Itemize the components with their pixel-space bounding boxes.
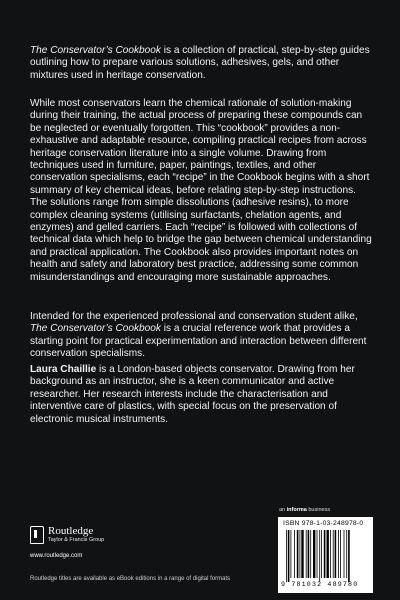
publisher-url: www.routledge.com [30,553,83,559]
routledge-logo-icon [30,526,44,544]
informa-tagline [279,507,330,513]
barcode-bar [300,530,301,578]
author-name: Laura Chaillie [30,364,97,375]
publisher-logo [30,526,120,556]
barcode-icon [284,530,368,582]
barcode-bar [310,530,311,578]
ebook-note: Routledge titles are available as eBook editions in a range of digital formats [30,576,231,582]
author-bio-text: is a London-based objects conservator. Drawing from her background as an instructor, she is a keen communicator and active researcher. Her research interests include the characterisation and interventive care of plastics, with special focus on the preservation of electronic musical instruments. [30,364,355,425]
book-title-inline: The Conservator’s Cookbook [30,323,161,335]
barcode-bar [297,530,299,578]
barcode-bar [308,530,310,578]
paragraph-1-text: is a collection of practical, step-by-step guides outlining how to prepare various solutions, adhesives, gels, and other mixtures used in heritage conservation. [30,45,370,81]
description-paragraph-1 [30,45,372,94]
barcode-bar [335,530,337,578]
barcode-bar [338,530,339,578]
isbn-barcode-box [278,517,373,593]
barcode-digits: 9 781032 489780 [281,581,359,588]
barcode-bar [346,530,347,578]
book-title: The Conservator’s Cookbook [30,45,161,56]
barcode-bar [313,530,315,578]
barcode-bar [291,530,292,578]
barcode-bar [288,530,290,582]
paragraph-3-text: is a crucial reference work that provides a starting point for practical experimentation and interaction between different conservation specialisms. [30,323,367,360]
publisher-name: Routledge [48,525,94,537]
barcode-bar [301,530,303,578]
barcode-bar [317,530,318,578]
paragraph-2-text: While most conservators learn the chemical rationale of solution-making during their training, the actual process of preparing these compounds can be neglected or eventually forgotten. This “cookbook” provides a non-exhaustive and adaptable resource, compiling practical recipes from across heritage conservation literature into a single volume. Drawing from techniques used in furniture, paper, paintings, textiles, and other conservation specialisms, each “recipe” in the Cookbook begins with a short summary of key chemical ideas, before relating step-by-step instructions. The solutions range from simple dissolutions (adhesive resins), to more complex cleaning systems (utilising surfactants, chelation agents, and enzymes) and gelled carriers. Each “recipe” is followed with collections of technical data which help to bridge the gap between chemical understanding and practical application. The Cookbook also provides important notes on health and safety and laboratory best practice, addressing some common misunderstandings and encouraging more sustainable approaches. [30,98,372,283]
barcode-bar [324,530,326,578]
informa-suffix: business [306,507,331,513]
barcode-bar [321,530,322,578]
publisher-group: Taylor & Francis Group [48,537,105,543]
barcode-bar [319,530,320,582]
barcode-bar [340,530,341,578]
barcode-bar [306,530,307,578]
description-paragraph-2 [30,98,372,296]
barcode-bar [294,530,295,578]
paragraph-3-lead: Intended for the experienced professional and conservation student alike, [30,311,358,322]
author-bio [30,364,372,438]
isbn-label: ISBN 978-1-03-248978-0 [283,520,364,527]
informa-brand: informa [286,507,307,513]
barcode-bar [333,530,334,578]
informa-prefix: an [279,507,287,513]
barcode-bar [286,530,287,582]
barcode-bar [344,530,345,578]
barcode-bar [327,530,329,578]
barcode-bar [348,530,350,582]
barcode-bar [330,530,331,578]
